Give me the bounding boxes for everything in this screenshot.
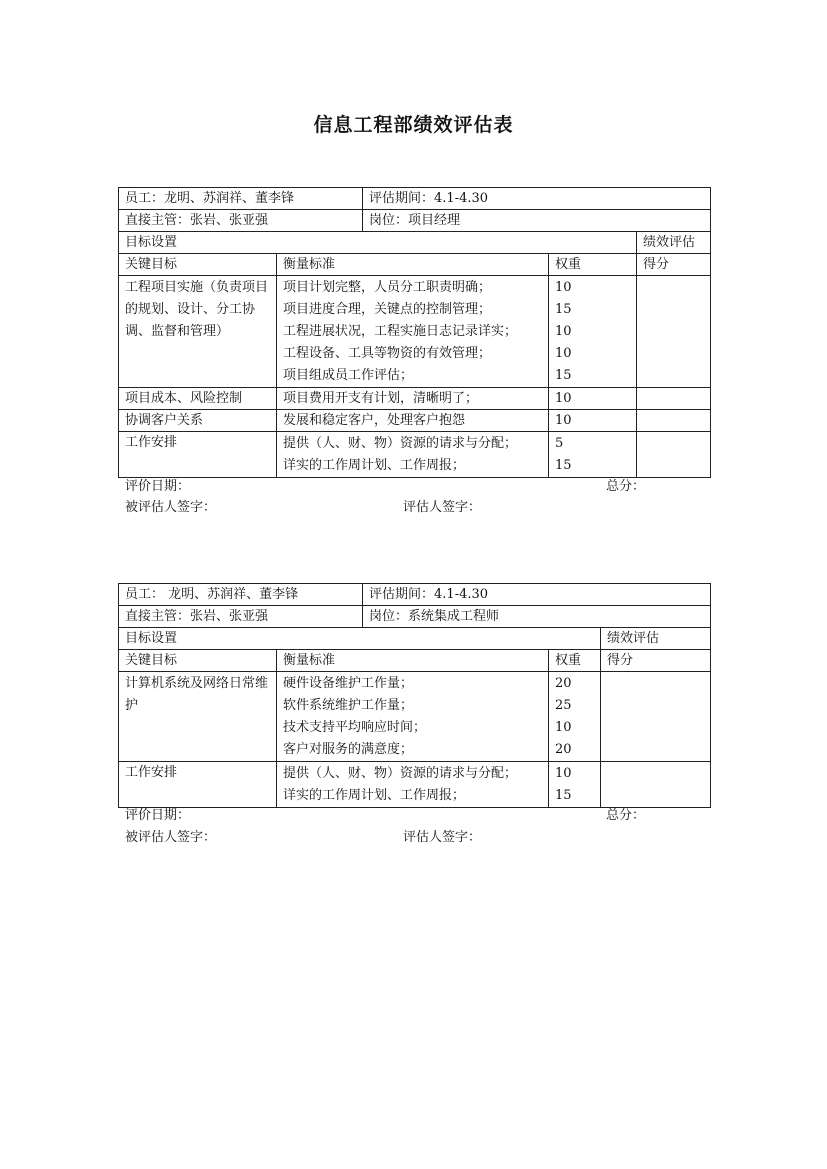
table-row — [119, 672, 711, 762]
standard-cell: 项目费用开支有计划，清晰明了； — [277, 388, 549, 410]
key-goal-cell: 工作安排 — [119, 432, 277, 478]
evaluator-sign-label: 评估人签字： — [403, 500, 482, 515]
period-cell: 评估期间：4.1-4.30 — [363, 188, 711, 210]
weight-value: 5 — [555, 436, 564, 451]
standard-line: 硬件设备维护工作量； — [283, 676, 414, 691]
standard-line: 项目进度合理，关键点的控制管理； — [283, 302, 492, 317]
key-goal-header: 关键目标 — [119, 650, 277, 672]
standard-line: 工程设备、工具等物资的有效管理； — [283, 346, 492, 361]
key-goal-cell: 工程项目实施（负责项目的规划、设计、分工协调、监督和管理） — [119, 276, 277, 388]
key-goal-cell: 计算机系统及网络日常维护 — [119, 672, 277, 762]
table-row — [119, 388, 711, 410]
key-goal-cell: 工作安排 — [119, 762, 277, 808]
employee-cell: 员工：龙明、苏润祥、董李锋 — [119, 188, 363, 210]
weight-cell: 10 — [549, 388, 637, 410]
key-goal-cell: 项目成本、风险控制 — [119, 388, 277, 410]
supervisor-cell: 直接主管：张岩、张亚强 — [119, 606, 363, 628]
total-label: 总分： — [606, 479, 646, 494]
period-cell: 评估期间：4.1-4.30 — [363, 584, 711, 606]
eval-date-label: 评价日期： — [125, 479, 191, 494]
goal-setting-header: 目标设置 — [119, 232, 637, 254]
weight-value: 15 — [555, 368, 572, 383]
evaluatee-sign-label: 被评估人签字： — [125, 830, 217, 845]
weight-value: 15 — [555, 458, 572, 473]
standard-cell — [277, 672, 549, 762]
table-row — [119, 432, 711, 478]
weight-value: 10 — [555, 324, 572, 339]
weight-cell: 10 — [549, 410, 637, 432]
weight-cell — [549, 672, 601, 762]
weight-header: 权重 — [549, 650, 601, 672]
score-cell[interactable] — [637, 388, 711, 410]
standard-line: 详实的工作周计划、工作周报； — [283, 458, 466, 473]
weight-value: 15 — [555, 302, 572, 317]
standard-line: 软件系统维护工作量； — [283, 698, 414, 713]
goal-setting-header: 目标设置 — [119, 628, 601, 650]
perf-eval-header: 绩效评估 — [601, 628, 711, 650]
score-cell[interactable] — [601, 672, 711, 762]
key-goal-cell: 协调客户关系 — [119, 410, 277, 432]
score-cell[interactable] — [637, 432, 711, 478]
standard-line: 技术支持平均响应时间； — [283, 720, 427, 735]
supervisor-cell: 直接主管：张岩、张亚强 — [119, 210, 363, 232]
position-cell: 岗位：项目经理 — [363, 210, 711, 232]
weight-value: 15 — [555, 788, 572, 803]
standard-header: 衡量标准 — [277, 650, 549, 672]
standard-line: 提供（人、财、物）资源的请求与分配； — [283, 766, 518, 781]
score-header: 得分 — [637, 254, 711, 276]
evaluation-table-project-manager — [118, 187, 711, 478]
eval-date-label: 评价日期： — [125, 808, 191, 823]
standard-cell — [277, 762, 549, 808]
standard-header: 衡量标准 — [277, 254, 549, 276]
weight-value: 10 — [555, 766, 572, 781]
weight-cell — [549, 276, 637, 388]
standard-line: 项目计划完整，人员分工职责明确； — [283, 280, 492, 295]
score-cell[interactable] — [601, 762, 711, 808]
weight-value: 25 — [555, 698, 572, 713]
weight-value: 10 — [555, 280, 572, 295]
weight-cell — [549, 762, 601, 808]
evaluation-table-system-engineer — [118, 583, 711, 808]
weight-value: 10 — [555, 346, 572, 361]
standard-line: 客户对服务的满意度； — [283, 742, 414, 757]
weight-cell — [549, 432, 637, 478]
key-goal-header: 关键目标 — [119, 254, 277, 276]
standard-cell — [277, 276, 549, 388]
standard-cell: 发展和稳定客户，处理客户抱怨 — [277, 410, 549, 432]
weight-value: 10 — [555, 720, 572, 735]
weight-header: 权重 — [549, 254, 637, 276]
score-cell[interactable] — [637, 276, 711, 388]
standard-cell — [277, 432, 549, 478]
standard-line: 项目组成员工作评估； — [283, 368, 414, 383]
total-label: 总分： — [606, 808, 646, 823]
evaluatee-sign-label: 被评估人签字： — [125, 500, 217, 515]
weight-value: 20 — [555, 742, 572, 757]
evaluator-sign-label: 评估人签字： — [403, 830, 482, 845]
perf-eval-header: 绩效评估 — [637, 232, 711, 254]
employee-cell: 员工： 龙明、苏润祥、董李锋 — [119, 584, 363, 606]
table-row — [119, 762, 711, 808]
table-row — [119, 276, 711, 388]
table-row — [119, 410, 711, 432]
standard-line: 工程进展状况，工程实施日志记录详实； — [283, 324, 518, 339]
page-title: 信息工程部绩效评估表 — [313, 114, 514, 136]
standard-line: 提供（人、财、物）资源的请求与分配； — [283, 436, 518, 451]
position-cell: 岗位：系统集成工程师 — [363, 606, 711, 628]
score-cell[interactable] — [637, 410, 711, 432]
weight-value: 20 — [555, 676, 572, 691]
standard-line: 详实的工作周计划、工作周报； — [283, 788, 466, 803]
score-header: 得分 — [601, 650, 711, 672]
